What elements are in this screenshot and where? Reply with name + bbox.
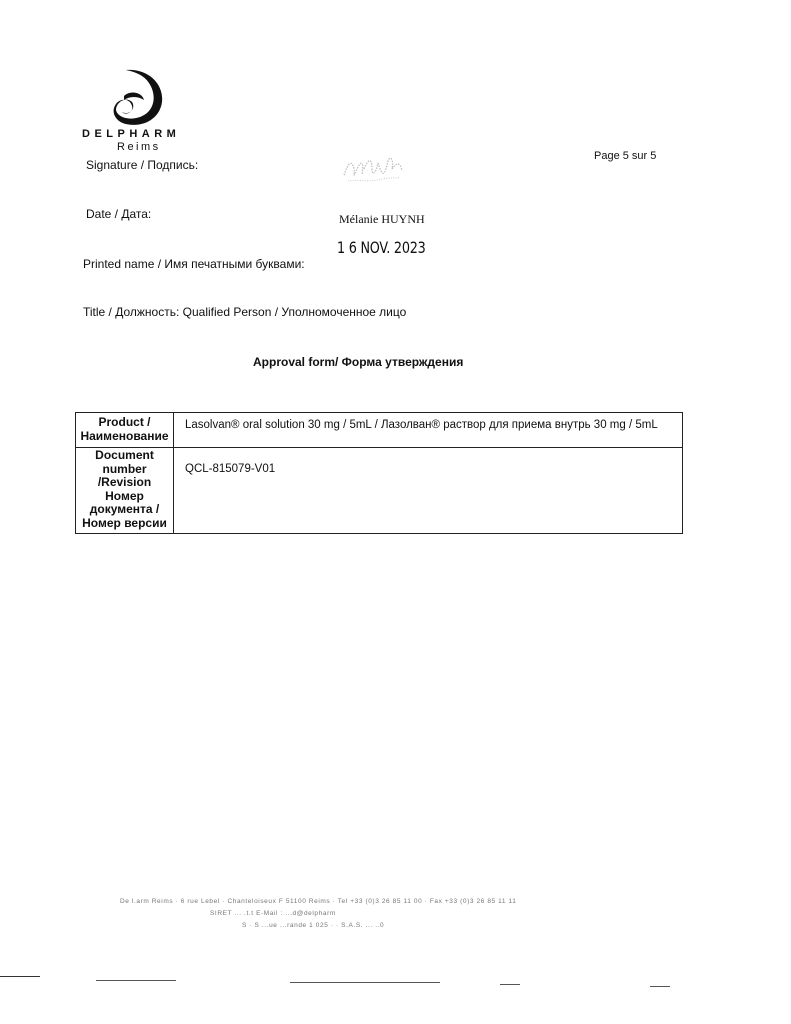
delpharm-logo-icon (104, 66, 168, 130)
title-label: Title / Должность: Qualified Person / Уполномоченное лицо (83, 305, 407, 319)
header-line: Наименование (80, 428, 169, 443)
table-row-header (75, 449, 174, 531)
brand-location: Reims (117, 141, 161, 153)
form-title: Approval form/ Форма утверждения (253, 355, 464, 369)
scan-artifact-line (96, 980, 176, 981)
scan-artifact-line (290, 982, 440, 983)
table-border-bottom (75, 533, 683, 534)
approval-table (75, 412, 683, 534)
signature-label: Signature / Подпись: (86, 158, 199, 172)
header-line: Номер версии (82, 515, 167, 530)
header-line: number (102, 461, 147, 476)
header-line: Document (95, 448, 154, 462)
footer-line-1: De l.arm Reims · 6 rue Lebel · Chanteloiseux F 51100 Reims · Tel +33 (0)3 26 85 11 00 · Fax +33 (0)3 26 85 11 11 (120, 898, 517, 905)
header-line: Product / (98, 415, 151, 429)
scan-artifact-line (650, 986, 670, 987)
table-row-header (75, 416, 174, 443)
footer-line-2: SIRET ... .t.t E-Mail : ...d@delpharm (210, 910, 336, 917)
signature-image (338, 149, 408, 191)
product-value: Lasolvan® oral solution 30 mg / 5mL / Лазолван® раствор для приема внутрь 30 mg / 5mL (185, 419, 658, 431)
table-border-right (682, 412, 683, 534)
brand-name: DELPHARM (82, 128, 181, 140)
date-label: Date / Дата: (86, 207, 152, 221)
page-number: Page 5 sur 5 (594, 150, 657, 162)
scan-artifact-line (0, 976, 40, 977)
table-border-top (75, 412, 683, 413)
scan-artifact-line (500, 984, 520, 985)
table-row-divider (75, 447, 683, 448)
footer-line-3: S · S ...ue ...rande 1 025 · · S.A.S. ... ..0 (242, 922, 385, 929)
header-line: /Revision (97, 475, 152, 490)
header-line: документа / (89, 502, 160, 517)
printed-name-label: Printed name / Имя печатными буквами: (83, 257, 305, 271)
header-line: Номер (105, 488, 144, 503)
date-stamp: 1 6 NOV. 2023 (337, 238, 426, 257)
document-number-value: QCL-815079-V01 (185, 463, 276, 475)
signer-name: Mélanie HUYNH (339, 212, 425, 226)
